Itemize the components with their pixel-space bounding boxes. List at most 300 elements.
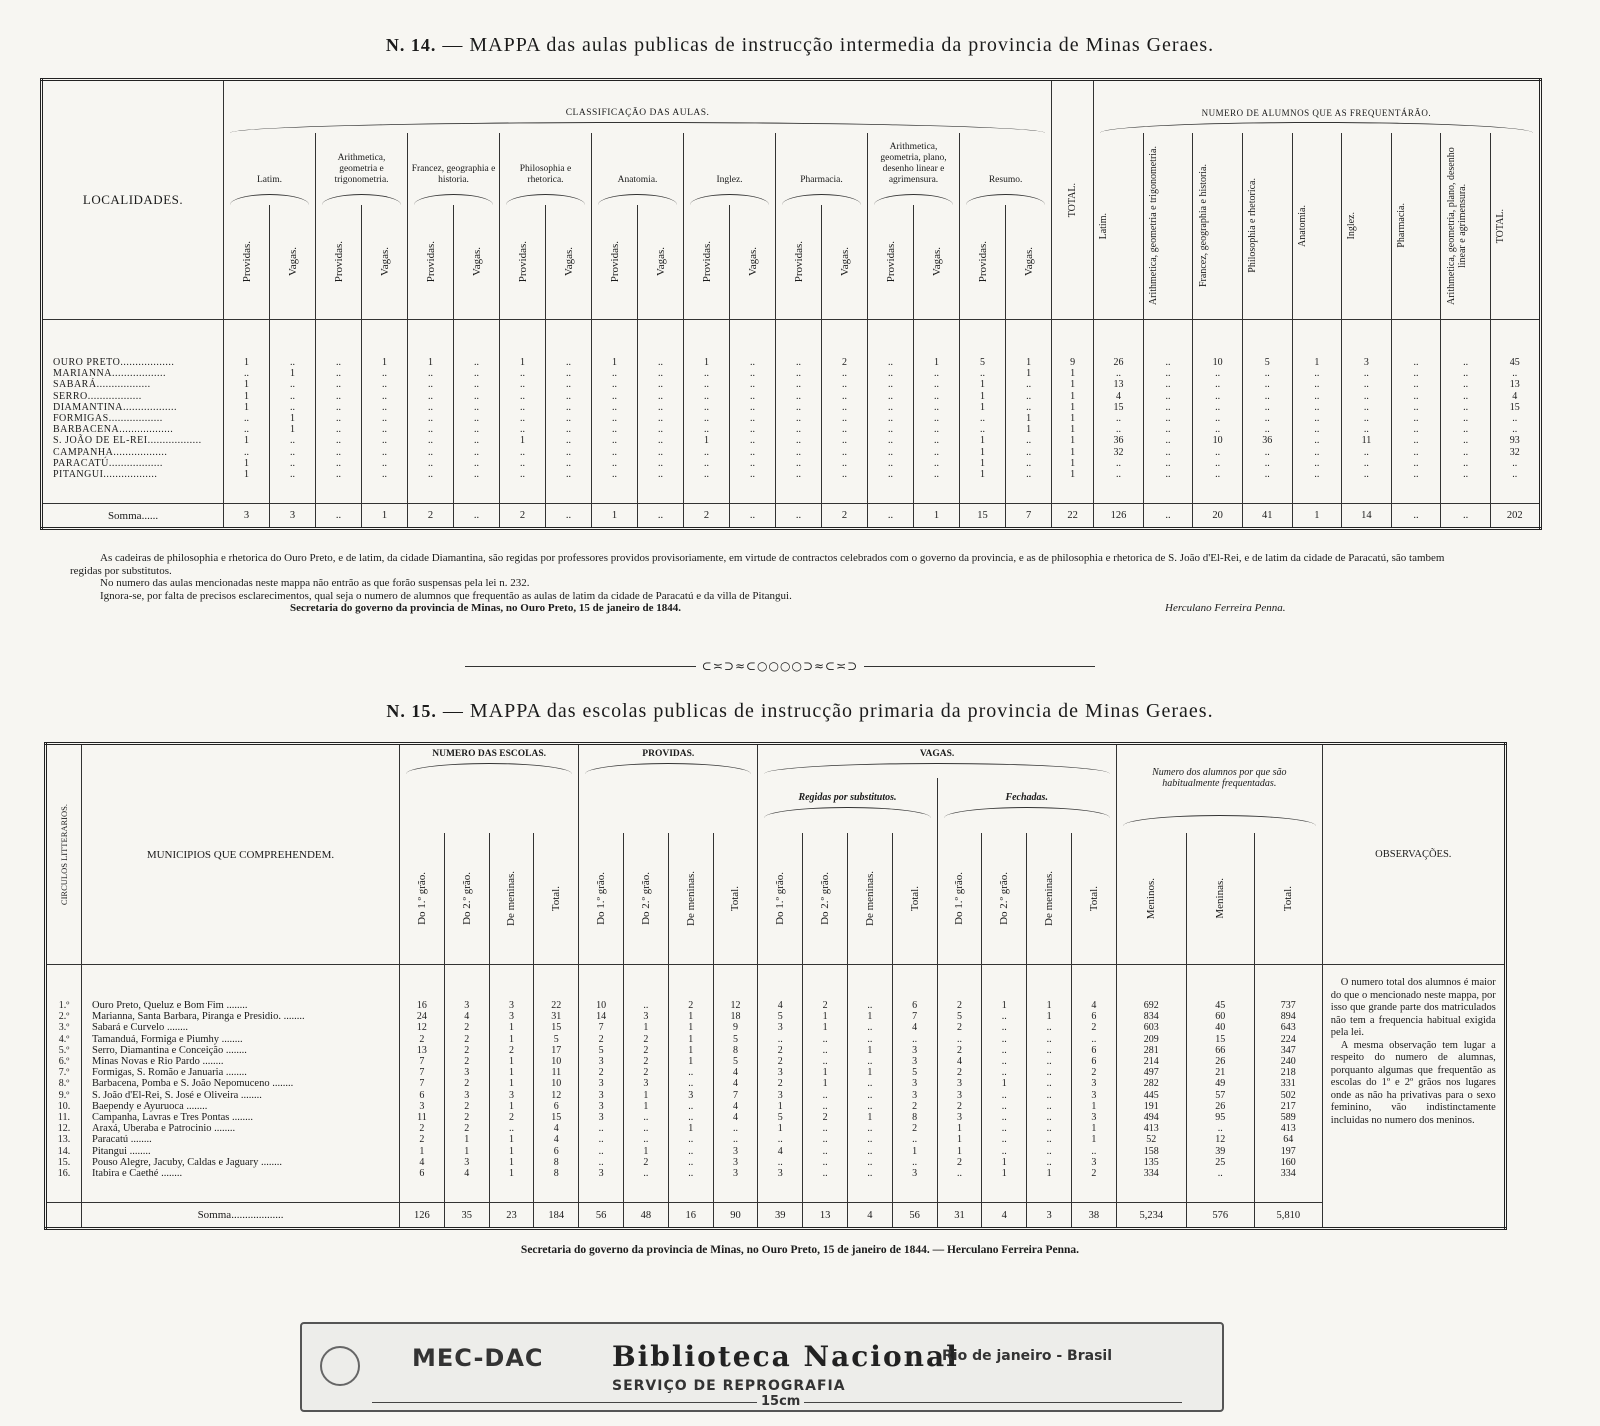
cell-value: .. [732,1123,738,1135]
cell-value: 2 [643,1156,649,1168]
cell-value: 24 [416,1011,427,1023]
cell-value: .. [1001,1011,1007,1023]
cell-value: 10 [1212,435,1223,447]
cell-value: .. [796,401,801,413]
leader-dots: .................. [119,424,174,436]
data-column [914,357,959,480]
cell-value: .. [750,435,755,447]
cell-value: 1 [244,357,249,369]
sum-value: 1 [914,504,960,529]
sum-value: 38 [1071,1203,1116,1229]
sum-value: 39 [758,1203,803,1229]
brace [585,763,751,774]
cell-value: .. [750,357,755,369]
cell-value: .. [1512,413,1518,425]
data-column [848,1000,892,1179]
cell-value: 3 [1091,1156,1097,1168]
data-column [684,357,729,480]
cell-value: 834 [1143,1011,1159,1023]
cell-value: 331 [1280,1078,1296,1090]
cell-value: 3 [464,1089,470,1101]
cell-value: .. [290,379,295,391]
cell-value: 334 [1280,1167,1296,1179]
cell-value: 2 [777,1044,783,1056]
municipio-name: Ouro Preto, Queluz e Bom Fim [92,1000,224,1012]
cell-value: .. [1512,424,1518,436]
cell-value: .. [382,446,387,458]
cell-value: .. [842,368,847,380]
sub-column-header: De meninas. [1043,870,1056,926]
cell-value: 160 [1280,1156,1296,1168]
sum-value: 13 [803,1203,848,1229]
municipio-row [92,1090,399,1101]
cell-value: .. [1165,390,1171,402]
cell-value: 5.º [58,1044,70,1056]
cell-value: 39 [1215,1145,1226,1157]
cell-value: 1 [244,468,249,480]
cell-value: 10 [551,1078,562,1090]
cell-value: .. [796,468,801,480]
cell-value: 737 [1280,1000,1296,1012]
cell-value: 2 [912,1100,918,1112]
cell-value: .. [382,413,387,425]
cell-value: 1 [1001,1156,1007,1168]
cell-value: .. [566,368,571,380]
cell-value: .. [566,413,571,425]
cell-value: .. [867,1033,873,1045]
cell-value: 2 [956,1044,962,1056]
regidas-header: Regidas por substitutos. [798,792,897,804]
cell-value: 3 [912,1056,918,1067]
cell-value: .. [566,390,571,402]
cell-value: 4 [553,1134,559,1146]
cell-value: 6 [1091,1056,1097,1067]
cell-value: .. [750,446,755,458]
cell-value: .. [888,424,893,436]
sub-column-header: Do 1.º grão. [774,871,787,925]
cell-value: 3 [598,1078,604,1090]
subject-header: Anatomia. [617,174,658,185]
cell-value: 1 [688,1033,694,1045]
cell-value: 4 [777,1145,783,1157]
cell-value: .. [1046,1123,1052,1135]
cell-value: .. [822,1044,828,1056]
cell-value: .. [428,379,433,391]
cell-value: .. [1165,424,1171,436]
cell-value: 3 [1091,1089,1097,1101]
subject-header: Arithmetica, geometria e trigonometria. [334,152,389,185]
cell-value: .. [796,390,801,402]
cell-value: .. [382,468,387,480]
brace [764,763,1109,774]
cell-value: .. [1215,424,1221,436]
sub-column-header: Total. [729,885,742,912]
sum-value: .. [776,504,822,529]
cell-value: 3 [777,1167,783,1179]
cell-value: .. [1314,457,1320,469]
cell-value: .. [1001,1100,1007,1112]
brace [322,194,401,205]
leader-dots: .................. [103,468,158,480]
cell-value: .. [658,390,663,402]
note-2: No numero das aulas mencionadas neste mappa não entrão as que forão suspensas pela lei n. 232. [100,577,530,589]
table-15-title [0,700,1600,723]
cell-value: 1 [822,1078,828,1090]
cell-value: 3 [956,1078,962,1090]
leader-dots: ........ [269,1078,294,1090]
sum-value: 4 [847,1203,892,1229]
municipio-row [92,1134,399,1145]
cell-value: 135 [1143,1156,1159,1168]
cell-value: 1 [419,1145,425,1157]
cell-value: 10 [551,1056,562,1067]
cell-value: .. [1115,457,1121,469]
cell-value: .. [1363,379,1369,391]
cell-value: 7 [419,1078,425,1090]
cell-value: .. [1363,368,1369,380]
cell-value: .. [1264,424,1270,436]
municipio-name: Itabira e Caethé [92,1167,159,1179]
cell-value: .. [1115,424,1121,436]
cell-value: .. [1463,357,1469,369]
sub-column-header: Total. [1087,885,1100,912]
cell-value: .. [598,1145,604,1157]
cell-value: 2 [822,1111,828,1123]
cell-value: 2 [643,1056,649,1067]
sum-value: 23 [489,1203,534,1229]
cell-value: .. [688,1100,694,1112]
cell-value: .. [474,357,479,369]
alumnos-col-header: Inglez. [1346,212,1358,240]
cell-value: .. [796,457,801,469]
sum-value: 1 [362,504,408,529]
cell-value: 9 [732,1022,738,1034]
cell-value: .. [428,435,433,447]
cell-value: .. [888,468,893,480]
subject-header: Inglez. [716,174,743,185]
cell-value: 1 [867,1067,873,1079]
cell-value: 1 [867,1044,873,1056]
cell-value: 1 [428,357,433,369]
cell-value: .. [1413,368,1419,380]
sum-value: 2 [408,504,454,529]
alumnos-col-header: TOTAL. [1494,208,1506,243]
cell-value: 7 [598,1022,604,1034]
cell-value: .. [428,401,433,413]
cell-value: .. [1046,1134,1052,1146]
cell-value: 49 [1215,1078,1226,1090]
alumnos-col-header: Pharmacia. [1396,203,1408,249]
sum-value: .. [730,504,776,529]
cell-value: .. [688,1156,694,1168]
data-column [960,357,1005,480]
cell-value: 1 [1046,1167,1052,1179]
data-column [1027,1000,1071,1179]
cell-value: 1 [980,435,985,447]
municipio-row [92,1146,399,1157]
cell-value: 5 [980,357,985,369]
cell-value: 3 [419,1100,425,1112]
data-column [1441,357,1490,480]
data-column [454,357,499,480]
providas-header: Providas. [424,241,437,283]
cell-value: .. [822,1145,828,1157]
cell-value: .. [474,468,479,480]
cell-value: 3 [912,1044,918,1056]
cell-value: 3 [777,1089,783,1101]
leader-dots: .................. [112,368,166,380]
cell-value: 4 [419,1156,425,1168]
cell-value: .. [336,413,341,425]
circles-list [47,1000,81,1179]
observacoes-text [1323,977,1504,1127]
cell-value: 3 [464,1067,470,1079]
cell-value: 1 [980,401,985,413]
cell-value: 6 [419,1089,425,1101]
data-column [316,357,361,480]
cell-value: .. [290,446,295,458]
data-column [938,1000,982,1179]
cell-value: 1 [980,390,985,402]
alumnos-col-header: Arithmetica, geometria e trigonometria. [1148,146,1160,306]
cell-value: .. [1026,446,1032,458]
cell-value: .. [777,1134,783,1146]
cell-value: .. [1314,413,1320,425]
cell-value: .. [1264,446,1270,458]
brace [506,194,585,205]
cell-value: 15 [1215,1033,1226,1045]
cell-value: .. [658,413,663,425]
cell-value: .. [1463,401,1469,413]
locality-label: SERRO [53,390,88,402]
cell-value: .. [1165,435,1171,447]
municipio-name: Campanha, Lavras e Tres Pontas [92,1111,230,1123]
sum-value: 14 [1342,504,1392,529]
data-column [1094,357,1143,480]
cell-value: .. [867,1056,873,1067]
cell-value: .. [1215,401,1221,413]
cell-value: 1 [1070,424,1076,436]
cell-value: 2 [822,1000,828,1012]
data-column [1255,1000,1322,1179]
data-column [579,1000,623,1179]
cell-value: .. [1215,457,1221,469]
cell-value: 4 [732,1100,738,1112]
municipio-row [92,1034,399,1045]
cell-value: .. [1413,413,1419,425]
cell-value: .. [688,1145,694,1157]
data-column [776,357,821,480]
data-column [224,357,269,480]
cell-value: 2 [1091,1067,1097,1079]
data-column [822,357,867,480]
cell-value: 497 [1143,1067,1159,1079]
cell-value: .. [1215,413,1221,425]
cell-value: 3 [1091,1078,1097,1090]
table-15 [44,742,1507,1230]
cell-value: 3 [912,1089,918,1101]
cell-value: 1 [1091,1134,1097,1146]
municipio-row [92,1000,399,1011]
data-column [445,1000,489,1179]
cell-value: 17 [551,1044,562,1056]
subject-header: Francez, geographia e historia. [411,163,496,185]
providas-header: Providas. [332,241,345,283]
cell-value: .. [704,390,709,402]
cell-value: .. [1512,457,1518,469]
cell-value: .. [888,457,893,469]
cell-value: .. [336,379,341,391]
cell-value: 1 [980,457,985,469]
cell-value: .. [1001,1089,1007,1101]
cell-value: 2 [508,1044,514,1056]
data-column [362,357,407,480]
cell-value: 3 [598,1111,604,1123]
cell-value: .. [612,424,617,436]
cell-value: 2 [419,1033,425,1045]
data-column [1243,357,1292,480]
cell-value: .. [912,1033,918,1045]
cell-value: 2 [777,1078,783,1090]
municipio-row [92,1112,399,1123]
cell-value: 692 [1143,1000,1159,1012]
cell-value: 10 [1212,357,1223,369]
cell-value: 16. [57,1167,71,1179]
cell-value: .. [822,1033,828,1045]
leader-dots: ........ [223,1000,248,1012]
leader-dots: ........ [238,1089,262,1101]
cell-value: .. [1314,468,1320,480]
cell-value: .. [1314,424,1320,436]
cell-value: 2 [956,1000,962,1012]
cell-value: .. [1165,368,1171,380]
cell-value: 2 [464,1044,470,1056]
data-column [500,357,545,480]
sub-column-header: De meninas. [863,870,876,926]
sub-column-header: Do 2.º grão. [460,871,473,925]
cell-value: .. [1264,401,1270,413]
cell-value: .. [612,435,617,447]
cell-value: 1 [244,379,249,391]
cell-value: .. [336,424,341,436]
stamp-biblioteca: Biblioteca Nacional [612,1340,959,1373]
cell-value: .. [867,1078,873,1090]
cell-value: .. [290,401,295,413]
data-column [534,1000,578,1179]
cell-value: 13 [1509,379,1520,391]
cell-value: 7 [419,1067,425,1079]
cell-value: 2 [464,1123,470,1135]
cell-value: .. [688,1167,694,1179]
cell-value: .. [612,468,617,480]
cell-value: .. [290,457,295,469]
cell-value: .. [244,446,249,458]
cell-value: .. [934,368,939,380]
sum-value: 7 [1006,504,1052,529]
cell-value: 1 [382,357,387,369]
cell-value: .. [1165,357,1171,369]
sub-column-header: Do 2.º grão. [819,871,832,925]
stamp-servico: SERVIÇO DE REPROGRAFIA [612,1378,846,1394]
municipio-name: Tamanduá, Formiga e Piumhy [92,1033,219,1045]
leader-dots: ........ [219,1033,243,1045]
cell-value: .. [704,424,709,436]
cell-value: 2 [1091,1167,1097,1179]
cell-value: 1 [704,435,709,447]
cell-value: .. [750,368,755,380]
cell-value: 13 [1113,379,1124,391]
table-14-title [0,34,1600,57]
cell-value: .. [1046,1033,1052,1045]
cell-value: 4 [553,1123,559,1135]
cell-value: 1 [777,1100,783,1112]
data-column [400,1000,444,1179]
cell-value: .. [704,379,709,391]
cell-value: .. [867,1089,873,1101]
cell-value: 45 [1215,1000,1226,1012]
sum-label-text: Somma [107,509,142,522]
leader-dots: .................. [147,435,202,447]
leader-dots: ........ [223,1044,247,1056]
cell-value: 1 [244,401,249,413]
cell-value: 3 [956,1111,962,1123]
brace [782,194,861,205]
cell-value: .. [1001,1056,1007,1067]
cell-value: 1 [956,1134,962,1146]
municipio-name: Pitangui [92,1145,128,1157]
stamp-scale-label: 15cm [757,1394,804,1409]
cell-value: .. [1165,446,1171,458]
municipio-row [92,1045,399,1056]
providas-header: Providas. [884,241,897,283]
data-column [1342,357,1391,480]
cell-value: 1 [520,435,525,447]
cell-value: .. [1115,413,1121,425]
cell-value: 18 [730,1011,741,1023]
leader-dots: ........ [183,1100,208,1112]
cell-value: .. [1215,446,1221,458]
cell-value: 10 [596,1000,607,1012]
cell-value: 52 [1146,1134,1157,1146]
cell-value: .. [1026,379,1032,391]
cell-value: 158 [1143,1145,1159,1157]
table-15-title-text: — MAPPA das escolas publicas de instrucção primaria da provincia de Minas Geraes. [442,700,1214,722]
cell-value: .. [822,1156,828,1168]
localidades-header: LOCALIDADES. [42,80,224,320]
cell-value: 1 [1091,1123,1097,1135]
cell-value: 4 [732,1078,738,1090]
circulos-header: CIRCULOS LITTERARIOS. [59,804,69,906]
cell-value: 2 [419,1123,425,1135]
cell-value: 1 [1070,468,1076,480]
cell-value: .. [336,446,341,458]
observacao: O numero total dos alumnos é maior do que o mencionado neste mappa, por isso que grande parte dos matriculados não tem a frequencia habitual exigida pela lei. [1330,977,1496,1039]
cell-value: 1 [520,357,525,369]
cell-value: .. [566,379,571,391]
cell-value: .. [912,1134,918,1146]
cell-value: .. [750,424,755,436]
cell-value: 1 [1001,1167,1007,1179]
cell-value: 5 [732,1033,738,1045]
sum-value: 126 [400,1203,445,1229]
cell-value: .. [980,368,985,380]
stamp-city: Rio de janeiro - Brasil [942,1348,1113,1364]
cell-value: .. [474,413,479,425]
cell-value: .. [1215,390,1221,402]
cell-value: 1 [1070,368,1076,380]
sum-value: 56 [579,1203,624,1229]
alumnos-col-header: Philosophia e rhetorica. [1247,178,1259,274]
